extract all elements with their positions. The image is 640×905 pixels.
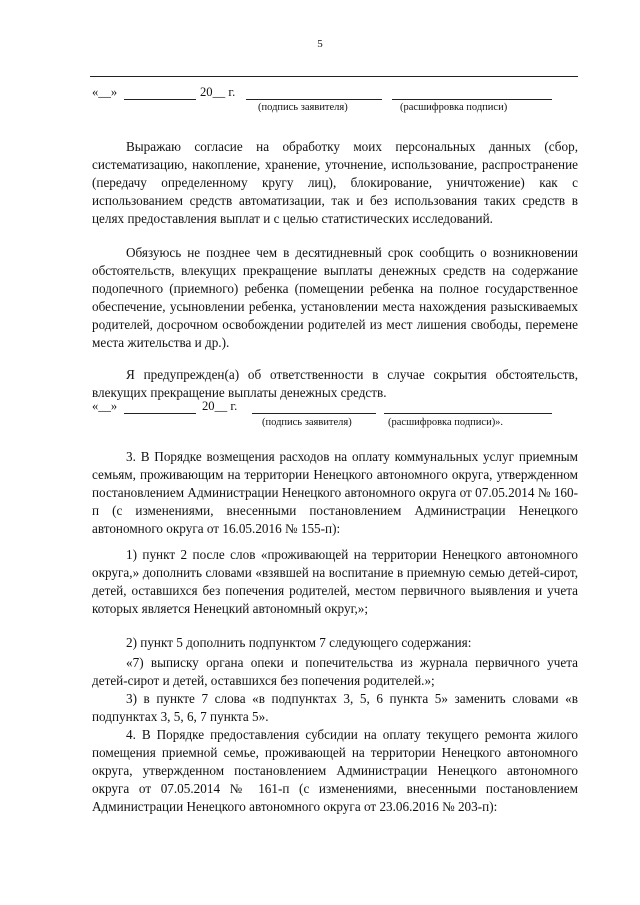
consent-paragraph: Выражаю согласие на обработку моих персональных данных (сбор, систематизацию, накопление, хранение, уточнение, использование, распространение (передачу определенному кругу лиц), блокирование, уничтожение) как с использованием средств автоматизации, так и без использования таких средств в целях предоставления выплат и с целью статистических исследований. — [92, 139, 578, 226]
warning-paragraph: Я предупрежден(а) об ответственности в случае сокрытия обстоятельств, влекущих прекращение выплаты денежных средств. — [92, 367, 578, 400]
caption-decoding: (расшифровка подписи) — [400, 102, 508, 113]
section-3-item-2-quote: «7) выписку органа опеки и попечительства из журнала первичного учета детей-сирот и детей, оставшихся без попечения родителей.»; — [92, 655, 578, 688]
obligation-paragraph: Обязуюсь не позднее чем в десятидневный срок сообщить о возникновении обстоятельств, влекущих прекращение выплаты денежных средств на содержание подопечного (приемного) ребенка (помещении ребенка на полное государственное обеспечение, усыновлении ребенка, установлении места нахождения разыскиваемых родителей, досрочном освобождении родителей из мест лишения свободы, перемене места жительства и др.). — [92, 245, 578, 350]
caption-signature: (подпись заявителя) — [258, 102, 348, 113]
top-rule — [90, 76, 578, 77]
date-quote: «__» — [92, 399, 118, 413]
date-month-line — [124, 99, 196, 100]
section-3-intro: 3. В Порядке возмещения расходов на оплату коммунальных услуг приемным семьям, проживающим на территории Ненецкого автономного округа, утвержденном постановлением Администрации Ненецкого автономного округа от 07.05.2014 № 160-п (с изменениями, внесенными постановлением Администрации Ненецкого автономного округа от 16.05.2016 № 155-п): — [92, 449, 578, 536]
date-month-line — [124, 413, 196, 414]
caption-signature: (подпись заявителя) — [262, 417, 352, 428]
section-3-item-3: 3) в пункте 7 слова «в подпунктах 3, 5, 6 пункта 5» заменить словами «в подпунктах 3, 5, 6, 7 пункта 5». — [92, 691, 578, 724]
page-number: 5 — [317, 38, 323, 50]
signature-line — [252, 413, 376, 414]
section-3-item-2: 2) пункт 5 дополнить подпунктом 7 следующего содержания: — [126, 635, 472, 650]
section-3-item-1: 1) пункт 2 после слов «проживающей на территории Ненецкого автономного округа,» дополнить словами «взявшей на воспитание в приемную семью детей-сирот, детей, оставшихся без попечения родителей, местом первичного выявления и учета которых является Ненецкий автономный округ,»; — [92, 547, 578, 616]
decoding-line — [384, 413, 552, 414]
decoding-line — [392, 99, 552, 100]
section-4-intro: 4. В Порядке предоставления субсидии на оплату текущего ремонта жилого помещения приемной семье, проживающей на территории Ненецкого автономного округа, утвержденном постановлением Администрации Ненецкого автономного округа от 07.05.2014 № 161-п (с изменениями, внесенными постановлением Администрации Ненецкого автономного округа от 23.06.2016 № 203-п): — [92, 727, 578, 814]
caption-decoding: (расшифровка подписи)». — [388, 417, 504, 428]
date-year: 20__ г. — [202, 399, 238, 413]
date-year: 20__ г. — [200, 85, 236, 99]
signature-line — [246, 99, 382, 100]
date-quote: «__» — [92, 85, 118, 99]
